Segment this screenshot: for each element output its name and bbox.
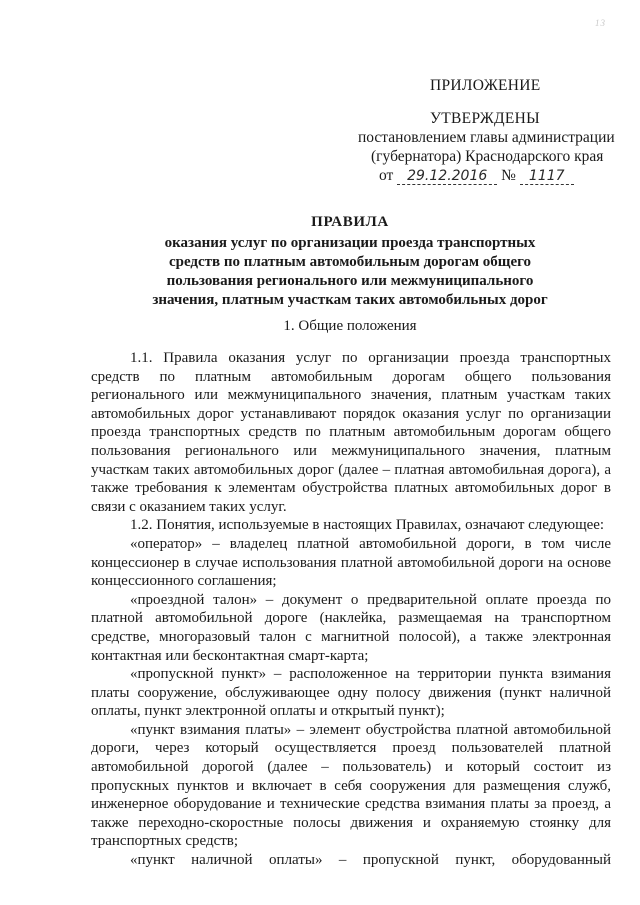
page-corner-mark: 13 xyxy=(595,18,606,28)
paragraph-1-1: 1.1. Правила оказания услуг по организации проезда транспортных средств по платным автомобильным дорогам общего пользования регионального или межмуниципального значения, платным участкам таких автомобильных дорог устанавливают порядок оказания услуг по организации проезда транспортных средств по платным автомобильным дорогам общего пользования регионального или межмуниципального значения, платным участкам таких автомобильных дорог (далее – платная автомобильная дорога), а также требования к элементам обустройства платных автомобильных дорог в связи с оказанием таких услуг. xyxy=(91,350,611,515)
approved-label: УТВЕРЖДЕНЫ xyxy=(430,110,540,127)
handwritten-number: 1117 xyxy=(528,168,565,184)
title-line-3: пользования регионального или межмуниципального xyxy=(166,273,534,289)
definition-travel-ticket: «проездной талон» – документ о предварительной оплате проезда по платной автомобильной дороге (наклейка, размещаемая на транспортном средстве, многоразовый талон с магнитной полосой), а также электронная контактная или бесконтактная смарт-карта; xyxy=(91,591,611,664)
definition-operator: «оператор» – владелец платной автомобильной дороги, в том числе концессионер в случае использования платной автомобильной дороги на основе концессионного соглашения; xyxy=(91,535,611,590)
definition-cash-point: «пункт наличной оплаты» – пропускной пункт, оборудованный xyxy=(130,852,611,869)
definition-toll-point: «пункт взимания платы» – элемент обустройства платной автомобильной дороги, через который осуществляется проезд пользователей платной автомобильной дорогой (далее – пользователь) и который состоит из пропускных пунктов и включает в себя сооружения для размещения служб, инженерное оборудование и технические средства взимания платы за проезд, а также переходно-скоростные полосы движения и охраняемую стоянку для транспортных средств; xyxy=(91,721,611,850)
date-prefix: от xyxy=(379,167,394,184)
title-line-2: средств по платным автомобильным дорогам общего xyxy=(168,254,532,270)
document-title-block xyxy=(100,213,600,310)
decree-number-field xyxy=(520,168,574,185)
title-line-1: оказания услуг по организации проезда транспортных xyxy=(164,235,536,251)
decree-date-line xyxy=(379,166,574,185)
section-heading: 1. Общие положения xyxy=(283,318,417,334)
paragraph-1-2: 1.2. Понятия, используемые в настоящих Правилах, означают следующее: xyxy=(130,517,605,534)
number-prefix: № xyxy=(501,167,516,184)
decree-line-1: постановлением главы администрации xyxy=(358,129,615,146)
document-title: ПРАВИЛА xyxy=(311,214,389,230)
handwritten-date: 29.12.2016 xyxy=(407,168,488,184)
definition-checkpoint: «пропускной пункт» – расположенное на территории пункта взимания платы сооружение, обслуживающее одну полосу движения (пункт наличной оплаты, пункт электронной оплаты и открытый пункт); xyxy=(91,666,611,720)
title-line-4: значения, платным участкам таких автомобильных дорог xyxy=(152,292,548,308)
appendix-label: ПРИЛОЖЕНИЕ xyxy=(430,77,541,94)
decree-line-2: (губернатора) Краснодарского края xyxy=(371,148,604,165)
decree-date-field xyxy=(397,168,497,185)
document-body xyxy=(91,349,611,870)
